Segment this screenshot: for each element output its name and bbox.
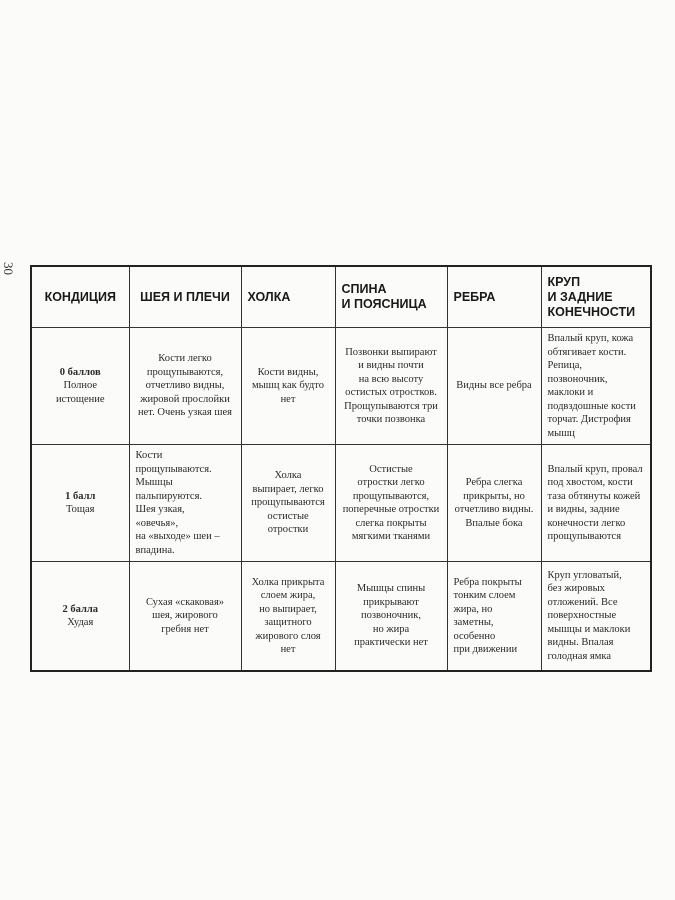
header-croup-hind-limbs: КРУП И ЗАДНИЕ КОНЕЧНОСТИ (541, 266, 651, 328)
table-row (31, 328, 651, 445)
neck-shoulders-cell: Сухая «скаковая» шея, жирового гребня нет (129, 562, 241, 672)
croup-hind-limbs-cell: Круп угловатый, без жировых отложений. Все поверхностные мышцы и маклоки видны. Впалая голодная ямка (541, 562, 651, 672)
header-condition: КОНДИЦИЯ (31, 266, 129, 328)
croup-hind-limbs-cell: Впалый круп, провал под хвостом, кости таза обтянуты кожей и видны, задние конечности легко прощупываются (541, 445, 651, 562)
condition-cell (31, 562, 129, 672)
back-loin-cell: Позвонки выпирают и видны почти на всю высоту остистых отростков. Прощупываются три точки позвонка (335, 328, 447, 445)
table-row (31, 562, 651, 672)
condition-cell (31, 445, 129, 562)
withers-cell: Холка выпирает, легко прощупываются остистые отростки (241, 445, 335, 562)
table-row (31, 445, 651, 562)
condition-cell (31, 328, 129, 445)
condition-score: 2 балла (62, 603, 98, 615)
back-loin-cell: Мышцы спины прикрывают позвоночник, но жира практически нет (335, 562, 447, 672)
withers-cell: Холка прикрыта слоем жира, но выпирает, защитного жирового слоя нет (241, 562, 335, 672)
header-back-loin: СПИНА И ПОЯСНИЦА (335, 266, 447, 328)
body-condition-table (30, 265, 652, 672)
condition-score: 0 баллов (59, 366, 101, 378)
neck-shoulders-cell: Кости прощупываются. Мышцы пальпируются. Шея узкая, «овечья», на «выходе» шеи – впадина. (129, 445, 241, 562)
header-ribs: РЕБРА (447, 266, 541, 328)
condition-name: Худая (67, 617, 94, 628)
back-loin-cell: Остистые отростки легко прощупываются, поперечные отростки слегка покрыты мягкими тканями (335, 445, 447, 562)
header-withers: ХОЛКА (241, 266, 335, 328)
croup-hind-limbs-cell: Впалый круп, кожа обтягивает кости. Репица, позвоночник, маклоки и подвздошные кости торчат. Дистрофия мышц (541, 328, 651, 445)
condition-name: Тощая (66, 504, 95, 515)
condition-score: 1 балл (65, 490, 96, 502)
withers-cell: Кости видны, мышц как будто нет (241, 328, 335, 445)
ribs-cell: Ребра слегка прикрыты, но отчетливо видны. Впалые бока (447, 445, 541, 562)
page-number: 30 (1, 262, 16, 275)
condition-table-container (30, 265, 650, 672)
header-neck-shoulders: ШЕЯ И ПЛЕЧИ (129, 266, 241, 328)
table-header-row (31, 266, 651, 328)
condition-name: Полное истощение (55, 380, 105, 405)
ribs-cell: Видны все ребра (447, 328, 541, 445)
neck-shoulders-cell: Кости легко прощупываются, отчетливо видны, жировой прослойки нет. Очень узкая шея (129, 328, 241, 445)
ribs-cell: Ребра покрыты тонким слоем жира, но заметны, особенно при движении (447, 562, 541, 672)
